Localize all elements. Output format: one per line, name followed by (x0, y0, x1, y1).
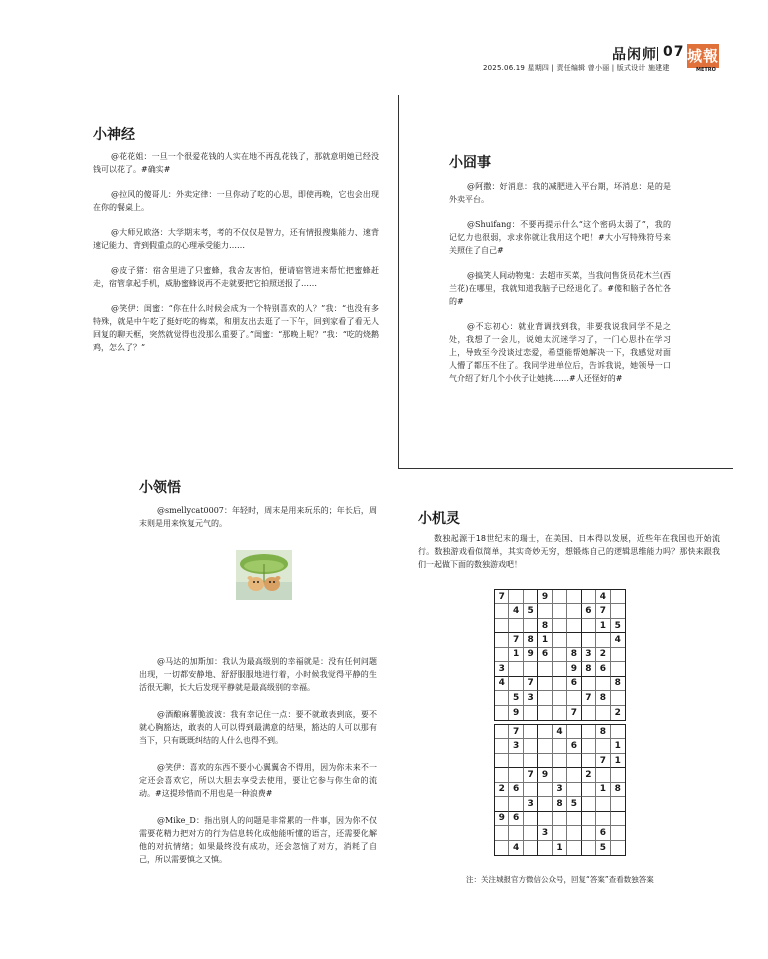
sudoku-cell (611, 797, 625, 811)
sudoku-cell: 3 (495, 662, 509, 676)
xiaojiongshi-p2: @Shuifang：不要再提示什么“这个密码太弱了”，我的记忆力也很弱，求求你就让我用这个吧！#大小写特殊符号来关照住了自己# (449, 220, 671, 255)
sudoku-cell: 6 (509, 783, 523, 797)
sudoku-cell (524, 662, 538, 676)
sudoku-cell: 8 (611, 677, 625, 691)
sudoku-cell (611, 662, 625, 676)
sudoku-cell (553, 691, 567, 705)
sudoku-cell: 3 (582, 648, 596, 662)
sudoku-cell (495, 619, 509, 633)
sudoku-cell (611, 725, 625, 739)
sudoku-cell (495, 826, 509, 840)
sudoku-cell (567, 604, 581, 618)
sudoku-cell (596, 812, 610, 826)
header-divider (657, 47, 658, 61)
section-name: 品闲师 (612, 47, 657, 63)
sudoku-cell (611, 841, 625, 855)
xiaoshenjing-p1: @花花姐：一旦一个很爱花钱的人实在地不再乱花钱了，那就意明她已经没钱可以花了。#确实# (93, 152, 379, 174)
xiaolingwu-p4: @Mike_D：指出别人的问题是非常累的一件事，因为你不仅需要花精力把对方的行为信息转化成他能听懂的语言，还需要化解他的对抗情绪；如果最终没有成功，还会忽恼了对方，消耗了自己，所以需要慎之又慎。 (139, 816, 377, 864)
sudoku-cell (553, 619, 567, 633)
sudoku-cell: 3 (553, 783, 567, 797)
sudoku-cell (495, 706, 509, 720)
xiaojiongshi-p3: @搞笑人间动物鬼：去超市买菜，当我问售货员花木兰(西兰花)在哪里，我就知道我脑子已经退化了。#傻和脑子各忙各的# (449, 271, 671, 306)
sudoku-cell (596, 677, 610, 691)
sudoku-cell: 5 (524, 604, 538, 618)
sudoku-cell (524, 754, 538, 768)
sudoku-cell (596, 633, 610, 647)
sudoku-cell (495, 739, 509, 753)
sudoku-cell (611, 604, 625, 618)
sudoku-cell (567, 619, 581, 633)
sudoku-cell (553, 739, 567, 753)
column-rule-top (398, 95, 399, 468)
sudoku-cell: 3 (509, 739, 523, 753)
sudoku-cell: 1 (596, 783, 610, 797)
sudoku-cell (553, 604, 567, 618)
hamster-icon (236, 550, 292, 600)
sudoku-cell: 5 (567, 797, 581, 811)
sudoku-cell: 5 (611, 619, 625, 633)
xiaoshenjing-p5: @笑伊：闺蜜：“你在什么时候会成为一个特别喜欢的人？”我：“也没有多特殊，就是中午吃了挺好吃的梅菜，和朋友出去逛了一下午，回到家看了看无人回复的聊天框，突然就觉得也没那么重要了。”闺蜜：“那晚上呢？”我：“吃的烧鹅鸡，怎么了？” (93, 304, 379, 352)
sudoku-cell (509, 754, 523, 768)
sudoku-cell: 1 (553, 841, 567, 855)
sudoku-cell: 6 (567, 677, 581, 691)
sudoku-cell (553, 648, 567, 662)
xiaojiongshi-p4: @不忘初心：就业背调找到我，非要我说我同学不是之处，我想了一会儿，说她太沉迷学习了，一门心思扑在学习上，导致至今没谈过恋爱，希望能帮她解决一下，我感觉对面人懵了都压不住了。我同学进单位后，告诉我说，她领导一口气介绍了好几个小伙子让她挑……#人还怪好的# (449, 322, 671, 383)
sudoku-cell (553, 706, 567, 720)
sudoku-cell (538, 797, 552, 811)
sudoku-cell (567, 754, 581, 768)
sudoku-cell (582, 739, 596, 753)
xiaoshenjing-p2: @拉风的傻哥儿：外卖定律：一旦你动了吃的心思，即使再晚，它也会出现在你的餐桌上。 (93, 190, 379, 212)
sudoku-cell (567, 826, 581, 840)
sudoku-cell (495, 725, 509, 739)
sudoku-cell: 9 (509, 706, 523, 720)
xiaojiling-intro-box (418, 532, 720, 571)
sudoku-cell: 9 (538, 768, 552, 782)
sudoku-cell: 7 (509, 725, 523, 739)
sudoku-cell (553, 812, 567, 826)
sudoku-cell (596, 797, 610, 811)
sudoku-cell: 1 (509, 648, 523, 662)
xiaojiongshi-body (449, 180, 671, 385)
sudoku-cell (538, 725, 552, 739)
sudoku-cell (582, 783, 596, 797)
sudoku-cell (495, 633, 509, 647)
sudoku-cell: 6 (596, 826, 610, 840)
sudoku-cell (567, 590, 581, 604)
sudoku-cell: 4 (553, 725, 567, 739)
sudoku-cell (596, 706, 610, 720)
sudoku-cell (567, 768, 581, 782)
xiaojiongshi-p1: @阿撒：好消息：我的减肥进入平台期，坏消息：是的是外卖平台。 (449, 182, 671, 204)
sudoku-cell (567, 812, 581, 826)
sudoku-cell (567, 725, 581, 739)
xiaojiling-title: 小机灵 (418, 511, 460, 527)
sudoku-cell (524, 812, 538, 826)
sudoku-cell: 8 (538, 619, 552, 633)
sudoku-cell (611, 826, 625, 840)
sudoku-cell: 7 (524, 768, 538, 782)
sudoku-cell: 6 (509, 812, 523, 826)
sudoku-cell (596, 768, 610, 782)
sudoku-cell (524, 783, 538, 797)
sudoku-cell: 4 (596, 590, 610, 604)
sudoku-cell (553, 662, 567, 676)
sudoku-cell: 2 (596, 648, 610, 662)
sudoku-cell (538, 754, 552, 768)
sudoku-cell (538, 662, 552, 676)
sudoku-cell: 6 (596, 662, 610, 676)
sudoku-cell (582, 677, 596, 691)
xiaoshenjing-title: 小神经 (93, 127, 135, 143)
newspaper-badge (687, 44, 719, 68)
sudoku-cell (524, 619, 538, 633)
sudoku-cell (582, 590, 596, 604)
sudoku-cell (538, 691, 552, 705)
sudoku-cell: 6 (538, 648, 552, 662)
sudoku-cell (524, 706, 538, 720)
sudoku-cell (495, 691, 509, 705)
sudoku-cell (582, 619, 596, 633)
sudoku-cell: 6 (582, 604, 596, 618)
sudoku-cell: 1 (538, 633, 552, 647)
sudoku-cell (596, 739, 610, 753)
sudoku-cell (567, 783, 581, 797)
sudoku-cell (538, 706, 552, 720)
sudoku-cell: 3 (538, 826, 552, 840)
sudoku-cell: 7 (596, 754, 610, 768)
header-meta: 2025.06.19 星期四 | 责任编辑 曾小丽 | 版式设计 施建建 (483, 64, 670, 72)
sudoku-cell (611, 812, 625, 826)
sudoku-grid-1 (494, 589, 626, 721)
sudoku-cell (553, 677, 567, 691)
sudoku-cell (524, 739, 538, 753)
sudoku-cell (567, 691, 581, 705)
sudoku-cell (524, 841, 538, 855)
sudoku-cell: 9 (538, 590, 552, 604)
sudoku-cell (567, 841, 581, 855)
sudoku-cell: 8 (596, 691, 610, 705)
sudoku-cell (495, 754, 509, 768)
sudoku-cell (524, 826, 538, 840)
sudoku-cell (509, 826, 523, 840)
sudoku-cell: 8 (582, 662, 596, 676)
sudoku-cell (495, 768, 509, 782)
xiaoshenjing-p4: @皮子猪：宿舍里进了只蜜蜂，我舍友害怕，便请宿管进来帮忙把蜜蜂赶走，宿管拿起手机，威胁蜜蜂说再不走就要把它拍照送报了…… (93, 266, 379, 288)
sudoku-cell (553, 633, 567, 647)
sudoku-cell (553, 826, 567, 840)
xiaolingwu-p3: @笑伊：喜欢的东西不要小心翼翼舍不得用，因为你未来不一定还会喜欢它，所以大胆去享受去使用，要让它参与你生命的流动。#这提珍惜而不用也是一种浪费# (139, 763, 377, 798)
xiaoshenjing-body (93, 150, 379, 354)
sudoku-cell (582, 706, 596, 720)
xiaojiling-intro: 数独起源于18世纪末的瑞士，在美国、日本得以发展，近些年在我国也开始流行。数独游戏看似简单，其实奇妙无穷，想锻炼自己的逻辑思维能力吗？那快来跟我们一起做下面的数独游戏吧！ (418, 534, 720, 569)
sudoku-cell (553, 590, 567, 604)
sudoku-cell: 1 (596, 619, 610, 633)
sudoku-cell (509, 619, 523, 633)
sudoku-cell: 2 (582, 768, 596, 782)
sudoku-cell: 8 (596, 725, 610, 739)
sudoku-cell: 8 (524, 633, 538, 647)
sudoku-cell (611, 768, 625, 782)
sudoku-cell (509, 768, 523, 782)
sudoku-cell (538, 783, 552, 797)
sudoku-cell (495, 604, 509, 618)
sudoku-cell (582, 797, 596, 811)
sudoku-cell: 8 (611, 783, 625, 797)
xiaojiongshi-title: 小囧事 (449, 155, 491, 171)
sudoku-cell: 7 (567, 706, 581, 720)
sudoku-cell (582, 841, 596, 855)
sudoku-cell: 7 (495, 590, 509, 604)
sudoku-cell: 3 (524, 797, 538, 811)
sudoku-cell (524, 590, 538, 604)
sudoku-cell: 8 (553, 797, 567, 811)
sudoku-note: 注：关注城报官方微信公众号，回复“答案”查看数独答案 (466, 875, 654, 884)
row-rule (398, 468, 733, 469)
sudoku-cell (509, 677, 523, 691)
badge-en: METRO (696, 67, 716, 73)
sudoku-cell (582, 725, 596, 739)
sudoku-cell (495, 797, 509, 811)
sudoku-cell (582, 633, 596, 647)
sudoku-cell: 9 (524, 648, 538, 662)
sudoku-cell (611, 590, 625, 604)
page-number: 07 (663, 44, 685, 60)
sudoku-cell: 7 (524, 677, 538, 691)
hamster-illustration (236, 550, 292, 600)
sudoku-cell (553, 754, 567, 768)
sudoku-cell: 7 (582, 691, 596, 705)
sudoku-cell: 4 (495, 677, 509, 691)
sudoku-cell (538, 677, 552, 691)
xiaolingwu-intro-box (139, 504, 377, 530)
sudoku-cell (553, 768, 567, 782)
sudoku-cell (495, 841, 509, 855)
sudoku-cell (524, 725, 538, 739)
sudoku-cell (538, 841, 552, 855)
xiaolingwu-body (139, 655, 377, 866)
badge-text: 城報 (687, 47, 720, 65)
sudoku-cell (509, 662, 523, 676)
sudoku-cell (509, 797, 523, 811)
sudoku-cell: 6 (567, 739, 581, 753)
xiaolingwu-title: 小领悟 (139, 480, 181, 496)
sudoku-cell: 5 (509, 691, 523, 705)
sudoku-cell: 7 (509, 633, 523, 647)
sudoku-cell: 4 (509, 841, 523, 855)
sudoku-cell (538, 604, 552, 618)
sudoku-cell: 4 (611, 633, 625, 647)
sudoku-cell (509, 590, 523, 604)
sudoku-cell: 2 (495, 783, 509, 797)
sudoku-cell (538, 812, 552, 826)
sudoku-cell: 9 (495, 812, 509, 826)
xiaolingwu-p2: @酒酿麻薯脆波波：我有幸记住一点：要不就敢表到底，要不就心胸豁达，敢表的人可以得到最满意的结果，豁达的人可以那有当下，只有既既纠结的人什么也得不到。 (139, 710, 377, 745)
sudoku-cell (567, 633, 581, 647)
sudoku-cell: 7 (596, 604, 610, 618)
sudoku-cell: 1 (611, 754, 625, 768)
sudoku-cell: 4 (509, 604, 523, 618)
sudoku-cell: 8 (567, 648, 581, 662)
sudoku-cell: 3 (524, 691, 538, 705)
sudoku-cell (582, 826, 596, 840)
sudoku-cell: 9 (567, 662, 581, 676)
xiaoshenjing-p3: @大师兄欧洛：大学期末考，考的不仅仅是智力，还有情报搜集能力、速背速记能力、背到假重点的心理承受能力…… (93, 228, 379, 250)
sudoku-grid-2 (494, 724, 626, 856)
sudoku-cell (611, 648, 625, 662)
sudoku-cell (582, 812, 596, 826)
sudoku-cell (611, 691, 625, 705)
sudoku-cell (582, 754, 596, 768)
sudoku-cell (495, 648, 509, 662)
sudoku-cell (538, 739, 552, 753)
xiaolingwu-intro: @smellycat0007：年轻时，周末是用来玩乐的；年长后，周末则是用来恢复元气的。 (139, 506, 377, 528)
xiaolingwu-p1: @马达的加斯加：我认为最高级别的幸福就是：没有任何问题出现，一切都安静地、舒舒服服地进行着，小时候我觉得平静的生活很无聊，长大后发现平静就是最高级别的幸福。 (139, 657, 377, 692)
sudoku-cell: 1 (611, 739, 625, 753)
sudoku-cell: 5 (596, 841, 610, 855)
sudoku-cell: 2 (614, 707, 621, 718)
